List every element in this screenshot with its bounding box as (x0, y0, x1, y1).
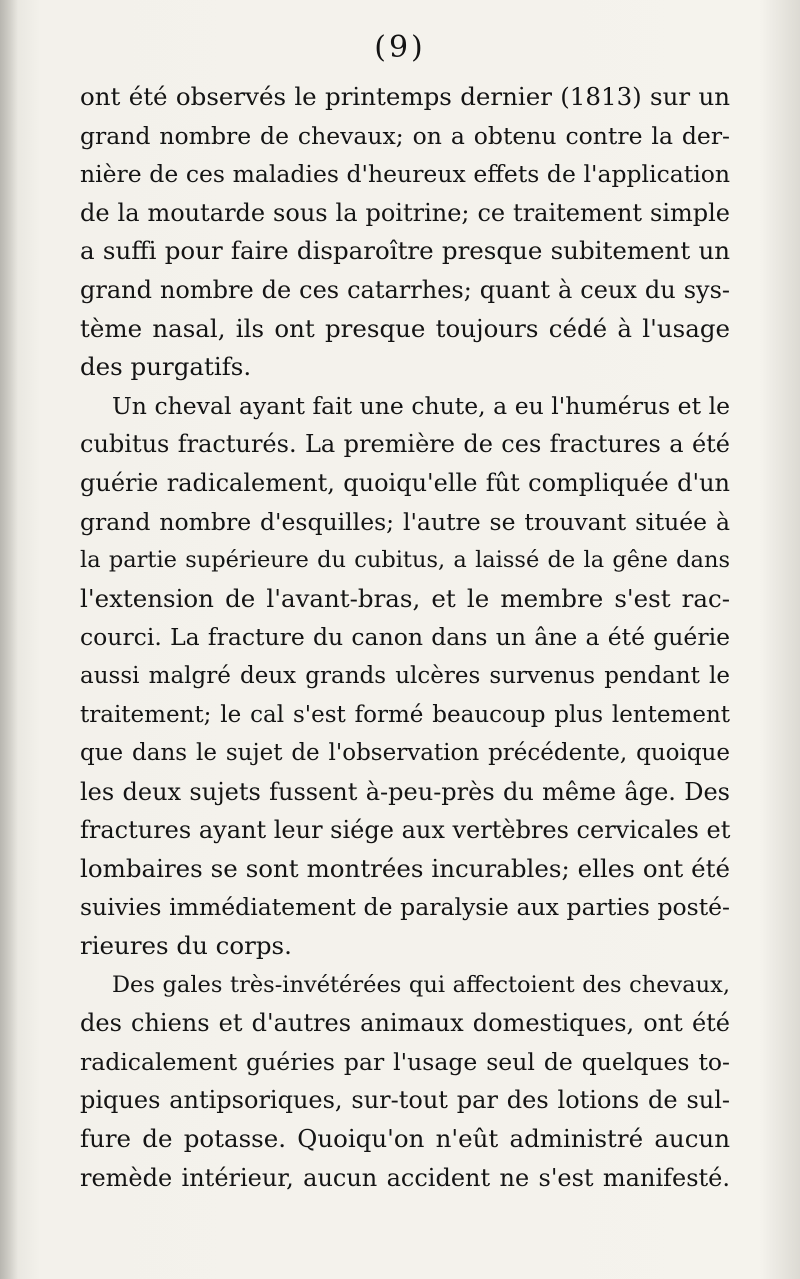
text-line: radicalement guéries par l'usage seul de quelques to- (80, 1047, 730, 1076)
text-line: tème nasal, ils ont presque toujours cédé à l'usage (80, 313, 730, 343)
text-line: aussi malgré deux grands ulcères survenus pendant le (80, 662, 730, 689)
text-line: guérie radicalement, quoiqu'elle fût compliquée d'un (80, 468, 730, 497)
page-gutter-shadow (0, 0, 18, 1279)
text-line: des chiens et d'autres animaux domestiques, ont été (80, 1009, 730, 1038)
body-text (80, 78, 730, 1197)
text-line: nière de ces maladies d'heureux effets de l'application (80, 160, 730, 189)
page-number: (9) (374, 30, 426, 65)
text-line: grand nombre de chevaux; on a obtenu contre la der- (80, 121, 730, 150)
text-line: grand nombre de ces catarrhes; quant à ceux du sys- (80, 275, 730, 304)
text-line: a suffi pour faire disparoître presque subitement un (80, 236, 730, 266)
text-line: courci. La fracture du canon dans un âne a été guérie (80, 623, 730, 652)
text-line: que dans le sujet de l'observation précédente, quoique (80, 740, 730, 767)
text-line: traitement; le cal s'est formé beaucoup plus lentement (80, 701, 730, 728)
text-line: grand nombre d'esquilles; l'autre se trouvant située à (80, 507, 730, 536)
text-line: remède intérieur, aucun accident ne s'est manifesté. (80, 1163, 730, 1192)
text-line: Un cheval ayant fait une chute, a eu l'humérus et le (112, 391, 730, 420)
text-line: lombaires se sont montrées incurables; elles ont été (80, 853, 730, 883)
text-line: l'extension de l'avant-bras, et le membre s'est rac- (80, 583, 730, 613)
text-line: des purgatifs. (80, 352, 252, 382)
text-line: les deux sujets fussent à-peu-près du même âge. Des (80, 777, 730, 806)
text-line: suivies immédiatement de paralysie aux parties posté- (80, 893, 730, 922)
text-line: Des gales très-invétérées qui affectoient des chevaux, (112, 971, 730, 998)
text-line: de la moutarde sous la poitrine; ce traitement simple (80, 198, 730, 227)
text-line: cubitus fracturés. La première de ces fractures a été (80, 430, 730, 459)
text-line: la partie supérieure du cubitus, a laissé de la gêne dans (80, 547, 730, 574)
text-line: fractures ayant leur siége aux vertèbres cervicales et (80, 816, 731, 845)
text-line: ont été observés le printemps dernier (1813) sur un (80, 82, 730, 111)
text-line: fure de potasse. Quoiqu'on n'eût administré aucun (80, 1124, 730, 1154)
text-line: piques antipsoriques, sur-tout par des lotions de sul- (80, 1086, 730, 1115)
text-line: rieures du corps. (80, 931, 292, 961)
